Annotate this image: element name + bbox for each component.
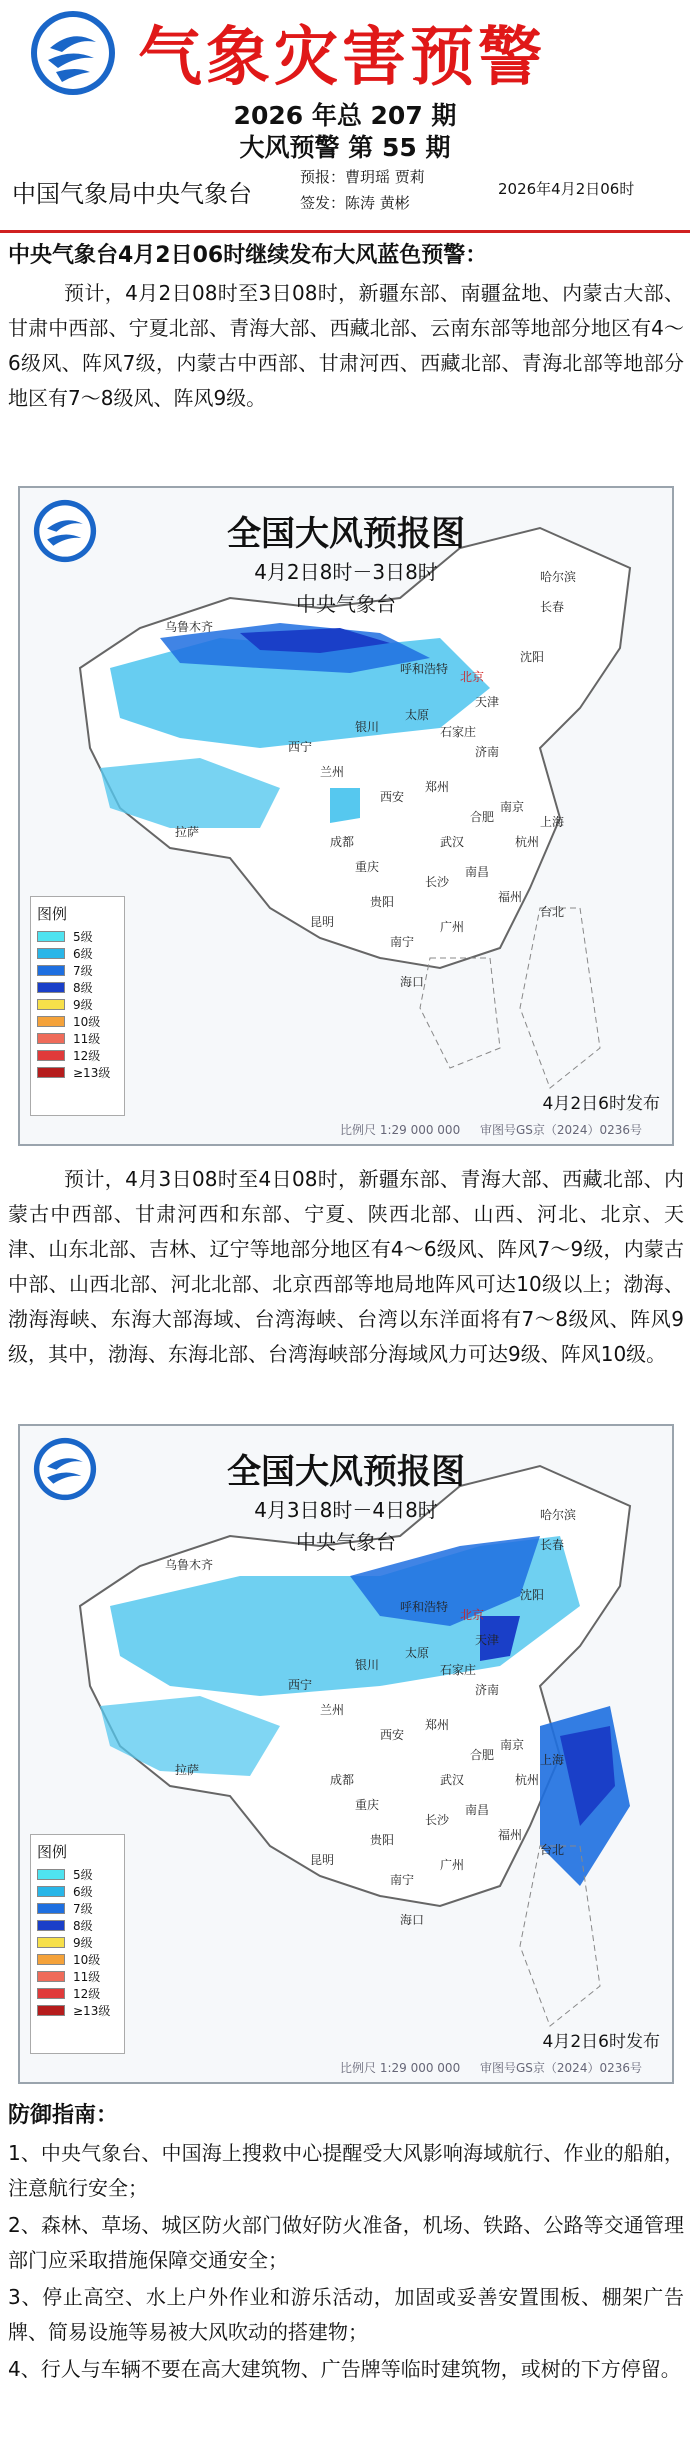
legend-label: 6级 bbox=[73, 947, 93, 961]
legend-item bbox=[37, 945, 118, 962]
legend-title: 图例 bbox=[37, 905, 68, 923]
city-label: 天津 bbox=[475, 1633, 500, 1647]
defense-guide-item: 1、中央气象台、中国海上搜救中心提醒受大风影响海域航行、作业的船舶，注意航行安全； bbox=[8, 2141, 684, 2200]
legend-label: 10级 bbox=[73, 1015, 101, 1029]
legend-swatch bbox=[37, 1016, 65, 1027]
map2-scale: 比例尺 1:29 000 000 bbox=[340, 2061, 461, 2075]
map2-review-number: 审图号GS京（2024）0236号 bbox=[480, 2061, 642, 2075]
city-label: 长春 bbox=[540, 1538, 565, 1552]
legend-swatch bbox=[37, 982, 65, 993]
legend-swatch bbox=[37, 1886, 65, 1897]
warning-headline: 中央气象台4月2日06时继续发布大风蓝色预警： bbox=[8, 243, 488, 268]
city-label: 合肥 bbox=[470, 1748, 495, 1762]
map1-legend bbox=[30, 896, 125, 1116]
city-label: 贵阳 bbox=[370, 1833, 395, 1847]
legend-item bbox=[37, 1866, 118, 1883]
city-label: 重庆 bbox=[355, 860, 380, 874]
map2-legend bbox=[30, 1834, 125, 2054]
signer-names: 签发：陈涛 黄彬 bbox=[300, 194, 410, 212]
legend-label: 5级 bbox=[73, 1868, 93, 1882]
legend-item bbox=[37, 1900, 118, 1917]
city-label: 海口 bbox=[400, 975, 425, 989]
city-label: 重庆 bbox=[355, 1798, 380, 1812]
forecast-paragraph-1: 预计，4月2日08时至3日08时，新疆东部、南疆盆地、内蒙古大部、甘肃中西部、宁夏北部、青海大部、西藏北部、云南东部等地部分地区有4～6级风、阵风7级，内蒙古中西部、甘肃河西、西藏北部、青海北部等地部分地区有7～8级风、阵风9级。 bbox=[8, 281, 684, 410]
cma-logo-icon bbox=[28, 8, 118, 98]
city-label: 沈阳 bbox=[520, 1588, 545, 1602]
legend-swatch bbox=[37, 1903, 65, 1914]
legend-swatch bbox=[37, 1920, 65, 1931]
wind-forecast-map-2 bbox=[18, 1424, 674, 2084]
city-label: 南昌 bbox=[465, 865, 490, 879]
legend-label: 9级 bbox=[73, 998, 93, 1012]
city-label: 南宁 bbox=[390, 1873, 415, 1887]
city-label: 西宁 bbox=[288, 740, 313, 754]
issuer-row bbox=[0, 162, 690, 222]
header-divider bbox=[0, 230, 690, 233]
city-label: 太原 bbox=[405, 1646, 430, 1660]
legend-swatch bbox=[37, 1033, 65, 1044]
city-label: 银川 bbox=[355, 1658, 380, 1672]
legend-title: 图例 bbox=[37, 1843, 68, 1861]
city-label: 昆明 bbox=[310, 915, 335, 929]
city-label: 海口 bbox=[400, 1913, 425, 1927]
document-header bbox=[0, 0, 690, 212]
legend-swatch bbox=[37, 965, 65, 976]
city-label: 西安 bbox=[380, 1728, 405, 1742]
defense-guide-item: 4、行人与车辆不要在高大建筑物、广告牌等临时建筑物，或树的下方停留。 bbox=[8, 2357, 681, 2381]
legend-item bbox=[37, 1030, 118, 1047]
city-label: 哈尔滨 bbox=[540, 570, 577, 584]
map2-source: 中央气象台 bbox=[296, 1530, 396, 1554]
city-label: 天津 bbox=[475, 695, 500, 709]
legend-label: 9级 bbox=[73, 1936, 93, 1950]
legend-label: 5级 bbox=[73, 930, 93, 944]
city-label: 呼和浩特 bbox=[400, 1600, 449, 1614]
legend-label: ≥13级 bbox=[73, 1066, 111, 1080]
city-label: 南宁 bbox=[390, 935, 415, 949]
map2-issue-time: 4月2日6时发布 bbox=[542, 2032, 660, 2052]
city-label: 南京 bbox=[500, 800, 525, 814]
legend-swatch bbox=[37, 1937, 65, 1948]
city-label: 北京 bbox=[460, 670, 485, 684]
page-title: 气象灾害预警 bbox=[138, 20, 546, 95]
defense-guide-item: 2、森林、草场、城区防火部门做好防火准备，机场、铁路、公路等交通管理部门应采取措施保障交通安全； bbox=[8, 2213, 684, 2272]
city-label: 南京 bbox=[500, 1738, 525, 1752]
legend-item bbox=[37, 1951, 118, 1968]
city-label: 银川 bbox=[355, 720, 380, 734]
map1-issue-time: 4月2日6时发布 bbox=[542, 1094, 660, 1114]
city-label: 南昌 bbox=[465, 1803, 490, 1817]
legend-item bbox=[37, 1883, 118, 1900]
map1-review-number: 审图号GS京（2024）0236号 bbox=[480, 1123, 642, 1137]
city-label: 长沙 bbox=[425, 1813, 450, 1827]
map2-period: 4月3日8时－4日8时 bbox=[254, 1498, 438, 1522]
legend-item bbox=[37, 2002, 118, 2019]
map1-period: 4月2日8时－3日8时 bbox=[254, 560, 438, 584]
city-label: 上海 bbox=[540, 1753, 565, 1767]
legend-swatch bbox=[37, 1869, 65, 1880]
defense-guide-title: 防御指南： bbox=[8, 2103, 119, 2128]
map2-title: 全国大风预报图 bbox=[227, 1452, 465, 1492]
city-label: 广州 bbox=[440, 1858, 465, 1872]
legend-swatch bbox=[37, 1067, 65, 1078]
city-label: 拉萨 bbox=[175, 825, 200, 839]
legend-label: 6级 bbox=[73, 1885, 93, 1899]
legend-swatch bbox=[37, 1971, 65, 1982]
city-label: 西宁 bbox=[288, 1678, 313, 1692]
legend-item bbox=[37, 1985, 118, 2002]
city-label: 成都 bbox=[330, 835, 355, 849]
city-label: 哈尔滨 bbox=[540, 1508, 577, 1522]
city-label: 贵阳 bbox=[370, 895, 395, 909]
city-label: 成都 bbox=[330, 1773, 355, 1787]
legend-swatch bbox=[37, 2005, 65, 2016]
issue-total-number: 2026 年总 207 期 bbox=[233, 101, 457, 130]
legend-swatch bbox=[37, 999, 65, 1010]
city-label: 福州 bbox=[498, 890, 523, 904]
city-label: 石家庄 bbox=[440, 1663, 477, 1677]
issue-warning-number: 大风预警 第 55 期 bbox=[239, 133, 451, 162]
legend-item bbox=[37, 1968, 118, 1985]
city-label: 台北 bbox=[540, 1843, 565, 1857]
city-label: 拉萨 bbox=[175, 1763, 200, 1777]
city-label: 沈阳 bbox=[520, 650, 545, 664]
legend-label: 10级 bbox=[73, 1953, 101, 1967]
city-label: 兰州 bbox=[320, 1703, 345, 1717]
city-label: 长沙 bbox=[425, 875, 450, 889]
legend-item bbox=[37, 1934, 118, 1951]
legend-label: 8级 bbox=[73, 981, 93, 995]
city-label: 乌鲁木齐 bbox=[165, 1558, 214, 1572]
city-label: 台北 bbox=[540, 905, 565, 919]
city-label: 郑州 bbox=[425, 1718, 450, 1732]
city-label: 昆明 bbox=[310, 1853, 335, 1867]
city-label: 济南 bbox=[475, 745, 500, 759]
legend-swatch bbox=[37, 1988, 65, 1999]
city-label: 乌鲁木齐 bbox=[165, 620, 214, 634]
legend-label: 12级 bbox=[73, 1049, 101, 1063]
legend-item bbox=[37, 1013, 118, 1030]
city-label: 武汉 bbox=[440, 1773, 465, 1787]
forecast-paragraph-2: 预计，4月3日08时至4日08时，新疆东部、青海大部、西藏北部、内蒙古中西部、甘肃河西和东部、宁夏、陕西北部、山西、河北、北京、天津、山东北部、吉林、辽宁等地部分地区有4～6级风、阵风7～9级，内蒙古中部、山西北部、河北北部、北京西部等地局地阵风可达10级以上；渤海、渤海海峡、东海大部海域、台湾海峡、台湾以东洋面将有7～8级风、阵风9级，其中，渤海、东海北部、台湾海峡部分海域风力可达9级、阵风10级。 bbox=[8, 1167, 684, 1366]
legend-swatch bbox=[37, 931, 65, 942]
wind-forecast-map-1 bbox=[18, 486, 674, 1146]
city-label: 郑州 bbox=[425, 780, 450, 794]
map1-source: 中央气象台 bbox=[296, 592, 396, 616]
legend-label: 12级 bbox=[73, 1987, 101, 2001]
city-label: 武汉 bbox=[440, 835, 465, 849]
defense-guide-item: 3、停止高空、水上户外作业和游乐活动，加固或妥善安置围板、棚架广告牌、简易设施等易被大风吹动的搭建物； bbox=[8, 2285, 684, 2344]
legend-swatch bbox=[37, 948, 65, 959]
legend-item bbox=[37, 1064, 118, 1081]
city-label: 上海 bbox=[540, 815, 565, 829]
city-label: 兰州 bbox=[320, 765, 345, 779]
city-label: 呼和浩特 bbox=[400, 662, 449, 676]
legend-item bbox=[37, 1917, 118, 1934]
city-label: 杭州 bbox=[515, 1773, 540, 1787]
city-label: 福州 bbox=[498, 1828, 523, 1842]
map1-title: 全国大风预报图 bbox=[227, 514, 465, 554]
legend-item bbox=[37, 979, 118, 996]
forecaster-names: 预报：曹玥瑶 贾莉 bbox=[300, 168, 425, 186]
city-label: 合肥 bbox=[470, 810, 495, 824]
legend-item bbox=[37, 1047, 118, 1064]
city-label: 西安 bbox=[380, 790, 405, 804]
legend-item bbox=[37, 996, 118, 1013]
organization-name: 中国气象局中央气象台 bbox=[12, 180, 252, 208]
legend-swatch bbox=[37, 1954, 65, 1965]
legend-label: 11级 bbox=[73, 1032, 101, 1046]
city-label: 北京 bbox=[460, 1608, 485, 1622]
legend-item bbox=[37, 962, 118, 979]
city-label: 杭州 bbox=[515, 835, 540, 849]
legend-label: 7级 bbox=[73, 964, 93, 978]
legend-item bbox=[37, 928, 118, 945]
map1-scale: 比例尺 1:29 000 000 bbox=[340, 1123, 461, 1137]
legend-swatch bbox=[37, 1050, 65, 1061]
legend-label: 8级 bbox=[73, 1919, 93, 1933]
city-label: 石家庄 bbox=[440, 725, 477, 739]
legend-label: 7级 bbox=[73, 1902, 93, 1916]
city-label: 长春 bbox=[540, 600, 565, 614]
legend-label: 11级 bbox=[73, 1970, 101, 1984]
issue-date: 2026年4月2日06时 bbox=[498, 180, 635, 198]
city-label: 广州 bbox=[440, 920, 465, 934]
city-label: 济南 bbox=[475, 1683, 500, 1697]
legend-label: ≥13级 bbox=[73, 2004, 111, 2018]
city-label: 太原 bbox=[405, 708, 430, 722]
